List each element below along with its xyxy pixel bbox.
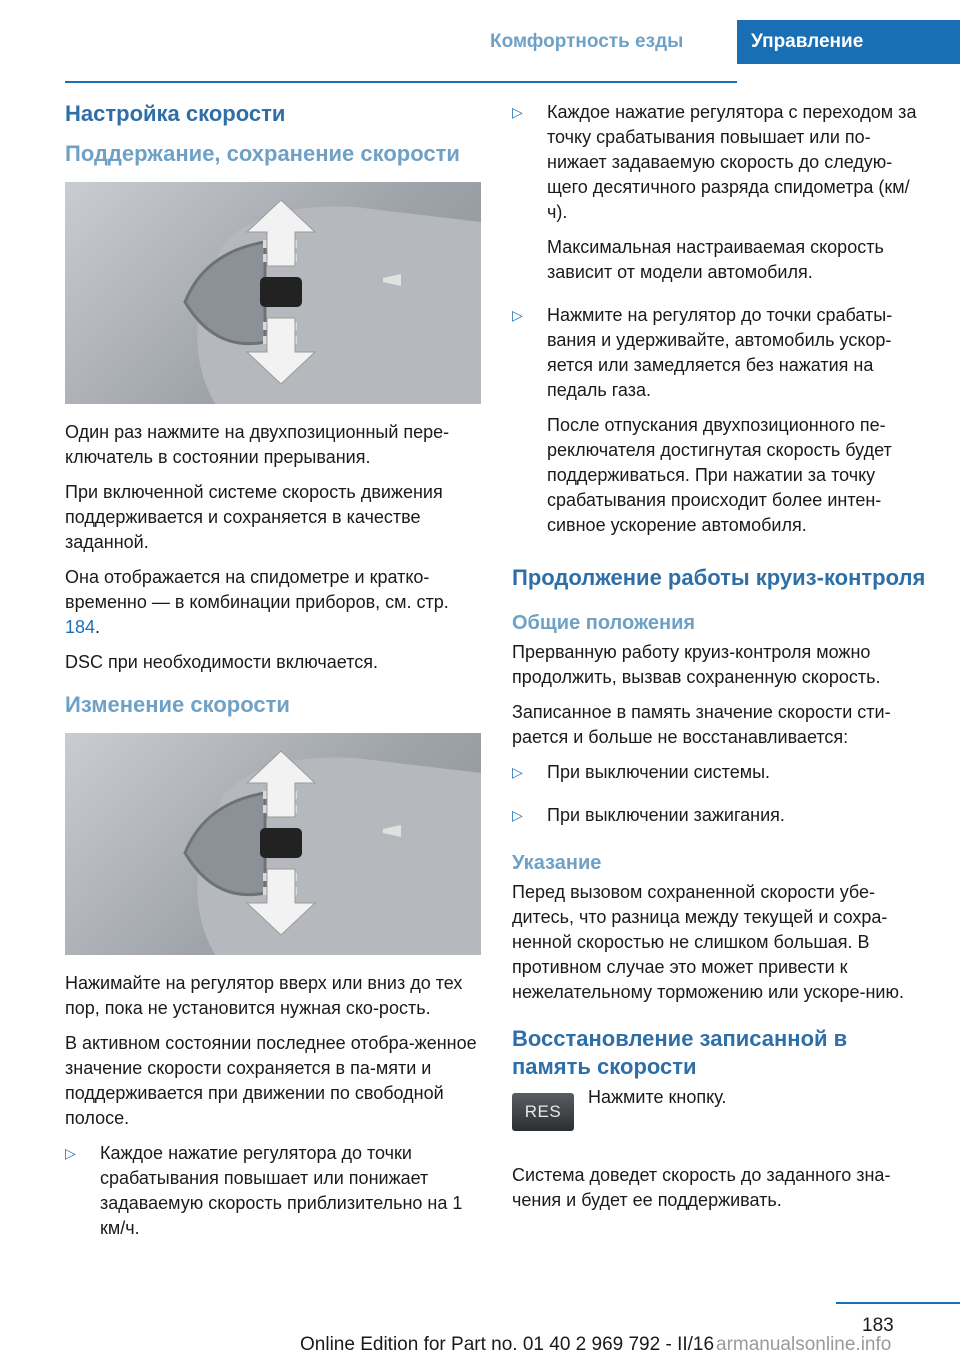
res-button-icon: RES	[512, 1093, 574, 1131]
subsection-title-maintain: Поддержание, сохранение скорости	[65, 141, 460, 166]
header-rule	[65, 81, 737, 83]
paragraph-general-1: Прерванную работу круиз-контроля можно продолжить, вызвав сохраненную скорость.	[512, 642, 881, 687]
page-reference-link[interactable]: 184	[65, 617, 96, 637]
left-column	[65, 100, 481, 1251]
page-number: 183	[862, 1315, 894, 1336]
display-text: Она отображается на спидометре и кратко-временно — в комбинации приборов, см. стр.	[65, 567, 449, 612]
list-item	[65, 1141, 481, 1241]
paragraph-dsc: DSC при необходимости включается.	[65, 652, 378, 672]
list-item-note: Максимальная настраиваемая скорость зависит от модели автомобиля.	[547, 237, 884, 282]
heading-general: Общие положения	[512, 612, 696, 634]
heading-resume-cruise: Продолжение работы круиз-контроля	[512, 565, 926, 590]
list-item	[512, 760, 928, 785]
list-item-text: Нажмите на регулятор до точки срабаты-вания и удерживайте, автомобиль ускор-яется или замедляется без нажатия на педаль газа.	[547, 305, 893, 400]
list-item-text: При выключении системы.	[547, 762, 771, 782]
paragraph-display	[65, 565, 481, 640]
list-item-note: После отпускания двухпозиционного пе-реключателя достигнутая скорость будет поддерживаться. При нажатии за точку срабатывания происходит более интен-сивное ускорение автомобиля.	[547, 415, 892, 535]
bullet-list-right	[512, 100, 928, 538]
paragraph-speed-kept: При включенной системе скорость движения поддерживается и сохраняется в качестве заданной.	[65, 482, 443, 552]
res-instruction: Нажмите кнопку.	[588, 1087, 727, 1107]
edition-text: Online Edition for Part no. 01 40 2 969 792 - II/16	[300, 1334, 715, 1355]
header-chapter-tab: Управление	[737, 20, 960, 64]
list-item	[512, 100, 928, 285]
paragraph-active-state: В активном состоянии последнее отобра-женное значение скорости сохраняется в па-мяти и поддерживается при движении по свободной полосе.	[65, 1033, 477, 1128]
triangle-bullet-icon: ▷	[512, 807, 523, 823]
heading-restore-speed: Восстановление записанной в память скорости	[512, 1026, 848, 1079]
paragraph-general-2: Записанное в память значение скорости сти-рается и больше не восстанавливается:	[512, 702, 891, 747]
paragraph-final: Система доведет скорость до заданного зна-чения и будет ее поддерживать.	[512, 1165, 891, 1210]
bullet-list-erase	[512, 760, 928, 828]
footer-rule	[836, 1302, 960, 1304]
right-column	[512, 100, 928, 1223]
paragraph-press-up-down: Нажимайте на регулятор вверх или вниз до тех пор, пока не установится нужная ско-рость.	[65, 973, 463, 1018]
subsection-title-change: Изменение скорости	[65, 692, 290, 717]
page-header	[0, 20, 960, 64]
heading-note: Указание	[512, 852, 602, 874]
steering-switch-illustration	[65, 182, 481, 404]
list-item-text: Каждое нажатие регулятора до точки срабатывания повышает или понижает задаваемую скорость приблизительно на 1 км/ч.	[100, 1143, 463, 1238]
list-item	[512, 303, 928, 538]
triangle-bullet-icon: ▷	[512, 307, 523, 323]
steering-wheel-figure-2	[65, 733, 481, 955]
paragraph-note: Перед вызовом сохраненной скорости убе-дитесь, что разница между текущей и сохра-ненной скоростью не слишком большая. В противном случае это может привести к нежелательному торможению или ускоре-нию.	[512, 882, 904, 1002]
steering-switch-illustration-2	[65, 733, 481, 955]
triangle-bullet-icon: ▷	[512, 104, 523, 120]
list-item-text: При выключении зажигания.	[547, 805, 785, 825]
list-item	[512, 803, 928, 828]
paragraph-toggle: Один раз нажмите на двухпозиционный пере-ключатель в состоянии прерывания.	[65, 422, 450, 467]
header-section: Комфортность езды	[490, 31, 684, 52]
steering-wheel-figure-1	[65, 182, 481, 404]
bullet-list-left	[65, 1141, 481, 1241]
triangle-bullet-icon: ▷	[512, 764, 523, 780]
res-button-row	[512, 1087, 928, 1153]
watermark: armanualsonline.info	[716, 1334, 892, 1355]
section-title: Настройка скорости	[65, 101, 286, 126]
display-text-end: .	[95, 617, 101, 637]
list-item-text: Каждое нажатие регулятора с переходом за точку срабатывания повышает или по-нижает задаваемую скорость до следую-щего десятичного разряда спидометра (км/ч).	[547, 102, 917, 222]
triangle-bullet-icon: ▷	[65, 1145, 76, 1161]
